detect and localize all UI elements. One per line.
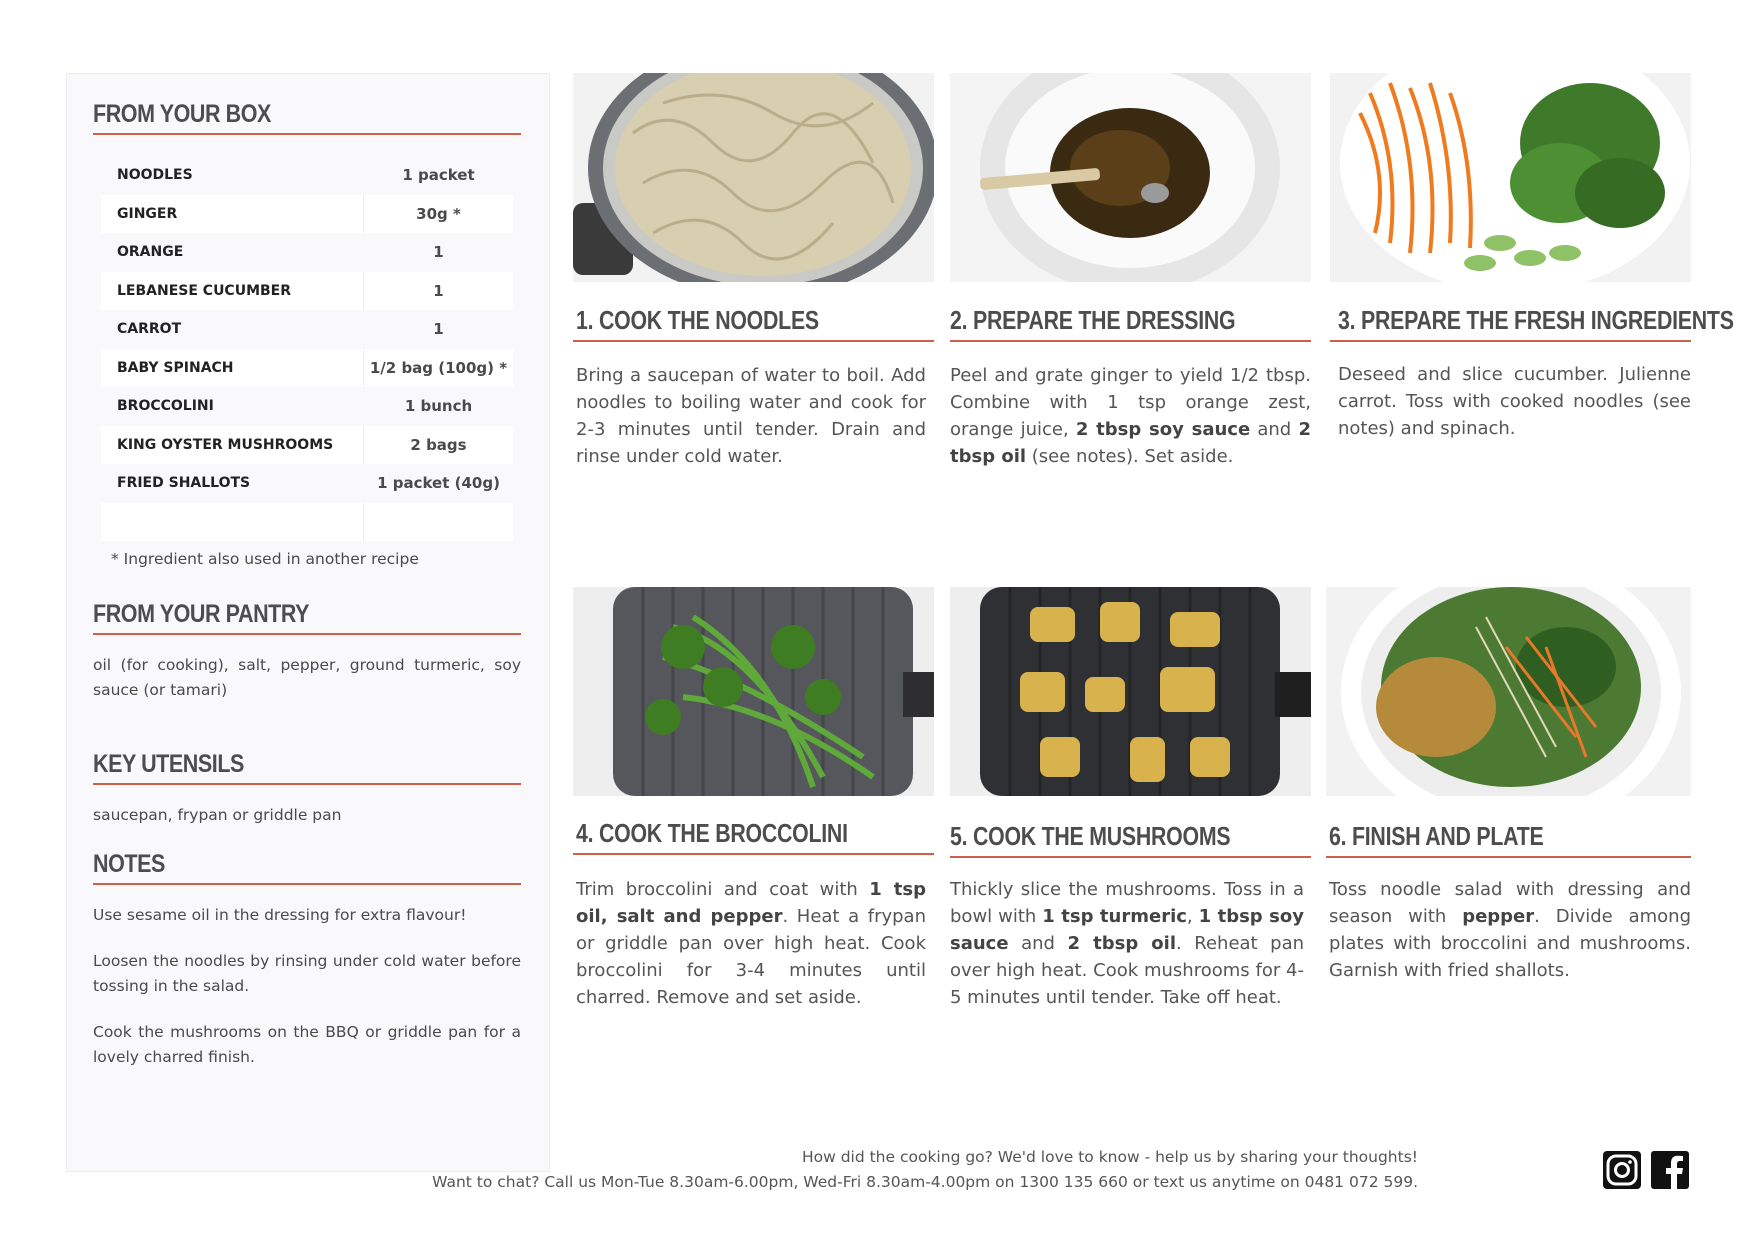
note-item: Cook the mushrooms on the BBQ or griddle pan for a lovely charred finish. (93, 1023, 521, 1066)
box-title-underline (93, 133, 521, 135)
step-3-title: 3. PREPARE THE FRESH INGREDIENTS (1338, 305, 1734, 335)
step-text-run: . Reheat pan over high heat. Cook mushrooms for 4-5 minutes until tender. Take off heat. (950, 933, 1305, 1008)
notes-title: NOTES (93, 850, 165, 878)
instagram-icon[interactable] (1603, 1151, 1641, 1189)
plated-dish-photo (1326, 587, 1691, 796)
ingredient-row (101, 426, 513, 465)
ingredient-quantity: 2 bags (410, 435, 467, 454)
step-4-title: 4. COOK THE BROCCOLINI (576, 818, 848, 848)
utensils-title: KEY UTENSILS (93, 750, 244, 778)
ingredient-name: LEBANESE CUCUMBER (117, 282, 292, 299)
ingredient-name: NOODLES (117, 167, 193, 184)
step-3-underline (1330, 340, 1691, 342)
step-text-run: and (1250, 419, 1299, 440)
step-text-emphasis: 2 tbsp oil (1067, 933, 1176, 954)
step-text-run: Toss noodle salad with dressing and season with (1329, 879, 1691, 927)
column-divider (363, 503, 364, 541)
step-text-emphasis: 1 tsp turmeric (1042, 906, 1187, 927)
box-title: FROM YOUR BOX (93, 100, 271, 128)
step-1-title: 1. COOK THE NOODLES (576, 305, 819, 335)
step-5-underline (950, 856, 1311, 858)
ingredient-row (101, 503, 513, 542)
ingredients-table (101, 156, 513, 541)
utensils-text: saucepan, frypan or griddle pan (93, 806, 342, 824)
step-text-emphasis: 1 tsp oil, salt and pepper (576, 879, 926, 927)
ingredient-quantity: 1 packet (402, 166, 475, 185)
fresh-ingredients-photo (1330, 73, 1691, 282)
step-3-text (1338, 361, 1691, 442)
ingredient-quantity: 1/2 bag (100g) * (369, 358, 508, 377)
step-text-run: Peel and grate ginger to yield 1/2 tbsp. Combine with 1 tsp orange zest, orange juice, (950, 365, 1311, 440)
step-6-text (1329, 876, 1691, 984)
ingredient-row (101, 310, 513, 349)
facebook-icon[interactable] (1651, 1151, 1689, 1189)
step-text-emphasis: 1 tbsp soy sauce (950, 906, 1304, 954)
step-2-underline (950, 340, 1311, 342)
step-2-text (950, 362, 1311, 470)
contact-text: Want to chat? Call us Mon-Tue 8.30am-6.00pm, Wed-Fri 8.30am-4.00pm on 1300 135 660 or text us anytime on 0481 072 599. (432, 1173, 1418, 1191)
step-text-run: Bring a saucepan of water to boil. Add noodles to boiling water and cook for 2-3 minutes until tender. Drain and rinse under cold water. (576, 365, 926, 467)
notes-section (93, 850, 521, 1070)
pantry-section (93, 600, 521, 703)
step-4-underline (573, 853, 934, 855)
step-text-run: (see notes). Set aside. (1026, 446, 1234, 467)
ingredient-row (101, 156, 513, 195)
ingredients-sidebar (66, 73, 550, 1172)
pantry-title: FROM YOUR PANTRY (93, 600, 310, 628)
step-text-run: . Divide among plates with broccolini and mushrooms. Garnish with fried shallots. (1329, 906, 1691, 981)
dressing-photo (950, 73, 1311, 282)
ingredient-name: BABY SPINACH (117, 359, 234, 376)
ingredient-quantity: 30g * (416, 204, 461, 223)
ingredient-row (101, 464, 513, 503)
step-text-run: Thickly slice the mushrooms. Toss in a bowl with (950, 879, 1304, 927)
ingredient-quantity: 1 (433, 281, 444, 300)
ingredient-quantity: 1 (433, 320, 444, 339)
ingredient-row (101, 195, 513, 234)
utensils-section (93, 750, 521, 828)
ingredient-quantity: 1 bunch (404, 397, 473, 416)
pantry-text: oil (for cooking), salt, pepper, ground turmeric, soy sauce (or tamari) (93, 656, 521, 699)
ingredient-name: BROCCOLINI (117, 398, 214, 415)
ingredient-row (101, 349, 513, 388)
mushrooms-photo (950, 587, 1311, 796)
feedback-text: How did the cooking go? We'd love to know - help us by sharing your thoughts! (801, 1148, 1418, 1166)
step-5-text (950, 876, 1304, 1011)
ingredient-quantity: 1 packet (40g) (377, 474, 500, 493)
box-section (93, 100, 521, 135)
ingredient-name: FRIED SHALLOTS (117, 475, 251, 492)
step-6-underline (1326, 856, 1691, 858)
ingredient-name: ORANGE (117, 244, 184, 261)
notes-title-underline (93, 883, 521, 885)
step-text-run: and (1008, 933, 1068, 954)
step-6-title: 6. FINISH AND PLATE (1329, 821, 1544, 851)
pantry-title-underline (93, 633, 521, 635)
ingredient-row (101, 233, 513, 272)
note-item: Use sesame oil in the dressing for extra flavour! (93, 906, 467, 924)
ingredient-row (101, 272, 513, 311)
ingredient-quantity: 1 (433, 243, 444, 262)
ingredient-name: CARROT (117, 321, 182, 338)
step-text-emphasis: pepper (1462, 906, 1535, 927)
step-text-run: Deseed and slice cucumber. Julienne carrot. Toss with cooked noodles (see notes) and spinach. (1338, 364, 1691, 439)
step-text-run: . Heat a frypan or griddle pan over high heat. Cook broccolini for 3-4 minutes until charred. Remove and set aside. (576, 906, 926, 1008)
noodles-photo (573, 73, 934, 282)
ingredient-name: GINGER (117, 205, 178, 222)
broccolini-photo (573, 587, 934, 796)
utensils-title-underline (93, 783, 521, 785)
step-2-title: 2. PREPARE THE DRESSING (950, 305, 1236, 335)
ingredient-footnote: * Ingredient also used in another recipe (111, 550, 419, 568)
step-text-run: , (1186, 906, 1199, 927)
ingredient-row (101, 387, 513, 426)
step-1-underline (573, 340, 934, 342)
step-5-title: 5. COOK THE MUSHROOMS (950, 821, 1231, 851)
ingredient-name: KING OYSTER MUSHROOMS (117, 436, 334, 453)
step-text-run: Trim broccolini and coat with (576, 879, 870, 900)
step-text-emphasis: 2 tbsp oil (950, 419, 1311, 467)
step-text-emphasis: 2 tbsp soy sauce (1075, 419, 1251, 440)
step-1-text (576, 362, 926, 470)
step-4-text (576, 876, 926, 1011)
note-item: Loosen the noodles by rinsing under cold water before tossing in the salad. (93, 952, 521, 995)
